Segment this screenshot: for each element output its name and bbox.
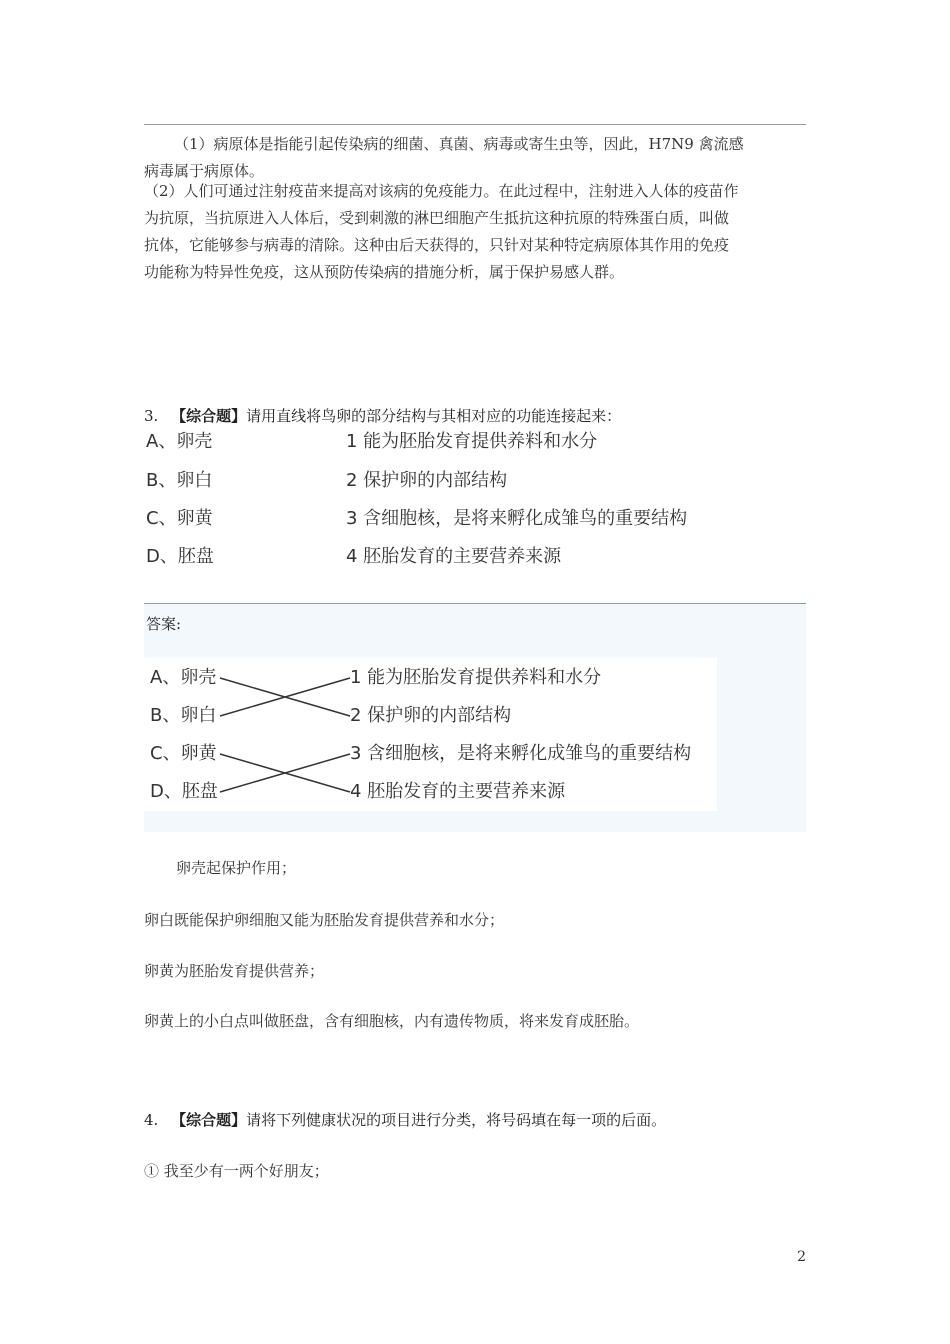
answer-left-d: D、胚盘 bbox=[150, 781, 218, 802]
question4-tag: 【综合题】 bbox=[171, 1111, 247, 1129]
explanation-3: 卵黄为胚胎发育提供营养； bbox=[144, 962, 325, 980]
answer-right-3: 3 含细胞核，是将来孵化成雏鸟的重要结构 bbox=[350, 743, 692, 764]
para1-line2: 病毒属于病原体。 bbox=[144, 162, 265, 180]
para1-line1: （1）病原体是指能引起传染病的细菌、真菌、病毒或寄生虫等，因此，H7N9 禽流感 bbox=[174, 135, 744, 153]
q3-right-item-4: 4 胚胎发育的主要营养来源 bbox=[346, 546, 562, 567]
q3-right-item-1: 1 能为胚胎发育提供养料和水分 bbox=[346, 431, 598, 452]
answer-right-4: 4 胚胎发育的主要营养来源 bbox=[350, 781, 566, 802]
para2-line2: 为抗原，当抗原进入人体后，受到刺激的淋巴细胞产生抵抗这种抗原的特殊蛋白质，叫做 bbox=[144, 209, 730, 227]
answer-left-c: C、卵黄 bbox=[150, 743, 217, 764]
page-number: 2 bbox=[797, 1249, 806, 1265]
explanation-2: 卵白既能保护卵细胞又能为胚胎发育提供营养和水分； bbox=[144, 911, 505, 929]
question3-number: 3. bbox=[144, 407, 159, 425]
answer-left-a: A、卵壳 bbox=[150, 667, 217, 688]
question4-title bbox=[144, 1110, 666, 1130]
para2-line4: 功能称为特异性免疫，这从预防传染病的措施分析，属于保护易感人群。 bbox=[144, 263, 625, 281]
question3-tag: 【综合题】 bbox=[171, 407, 247, 425]
para2-line1: （2）人们可通过注射疫苗来提高对该病的免疫能力。在此过程中，注射进入人体的疫苗作 bbox=[144, 182, 739, 200]
answer-right-1: 1 能为胚胎发育提供养料和水分 bbox=[350, 667, 602, 688]
question4-number: 4. bbox=[144, 1111, 159, 1129]
q3-left-item-a: A、卵壳 bbox=[146, 431, 213, 452]
answer-label: 答案: bbox=[146, 615, 182, 633]
q3-left-item-d: D、胚盘 bbox=[146, 546, 214, 567]
q3-right-item-3: 3 含细胞核，是将来孵化成雏鸟的重要结构 bbox=[346, 508, 688, 529]
q3-left-item-c: C、卵黄 bbox=[146, 508, 213, 529]
q3-right-item-2: 2 保护卵的内部结构 bbox=[346, 470, 508, 491]
answer-right-2: 2 保护卵的内部结构 bbox=[350, 705, 512, 726]
q3-left-item-b: B、卵白 bbox=[146, 470, 213, 491]
explanation-1: 卵壳起保护作用； bbox=[176, 859, 297, 877]
question3-prompt: 请用直线将鸟卵的部分结构与其相对应的功能连接起来： bbox=[246, 407, 622, 425]
question4-item1: ① 我至少有一两个好朋友； bbox=[144, 1162, 329, 1180]
answer-left-b: B、卵白 bbox=[150, 705, 217, 726]
explanation-4: 卵黄上的小白点叫做胚盘，含有细胞核，内有遗传物质，将来发育成胚胎。 bbox=[144, 1012, 640, 1030]
para2-line3: 抗体，它能够参与病毒的清除。这种由后天获得的，只针对某种特定病原体其作用的免疫 bbox=[144, 236, 730, 254]
question4-prompt: 请将下列健康状况的项目进行分类，将号码填在每一项的后面。 bbox=[246, 1111, 667, 1129]
